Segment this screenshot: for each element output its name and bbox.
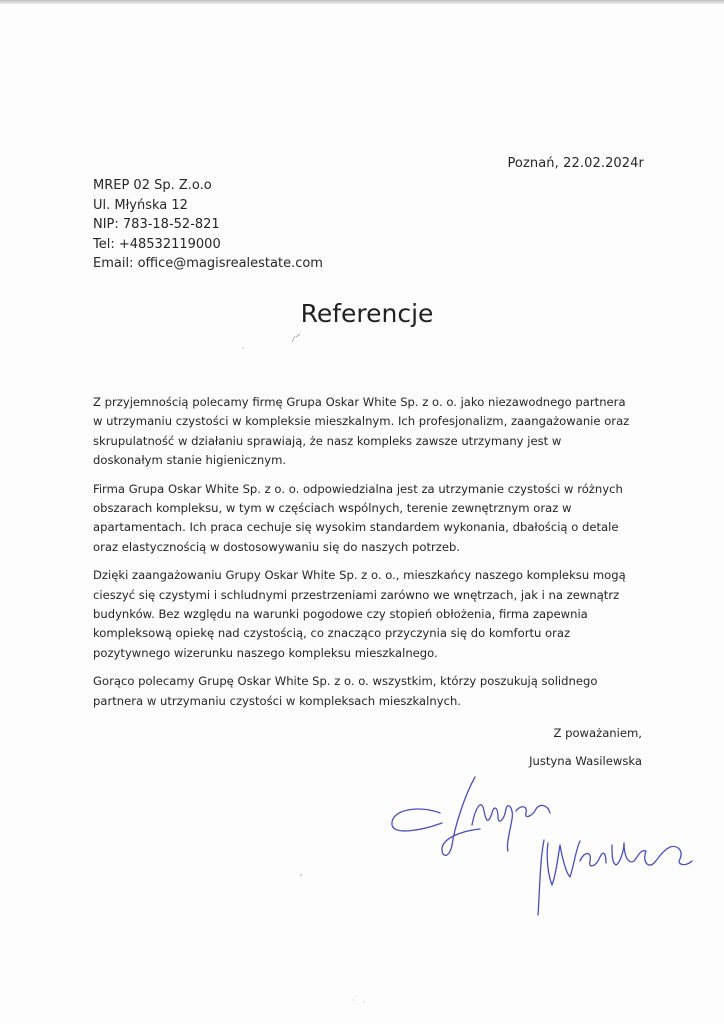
scan-speck: [298, 872, 304, 878]
paragraph-2: Firma Grupa Oskar White Sp. z o. o. odpowiedzialna jest za utrzymanie czystości w różnych obszarach kompleksu, w tym w częściach wspólnych, terenie zewnętrznym oraz w apartamentach. Ich praca cechuje się wysokim standardem wykonania, dbałością o detale oraz elastycznością w dostosowywaniu się do naszych potrzeb.: [93, 481, 623, 554]
paragraph-1: Z przyjemnością polecamy firmę Grupa Oskar White Sp. z o. o. jako niezawodnego partnera w utrzymaniu czystości w kompleksie mieszkalnym. Ich profesjonalizm, zaangażowanie oraz skrupulatność w działaniu sprawiają, że nasz kompleks zawsze utrzymany jest w doskonałym stanie higienicznym.: [93, 395, 630, 468]
scan-speck: [350, 996, 370, 1006]
scan-top-edge: [0, 0, 724, 5]
recipient-address: [93, 176, 323, 274]
place-and-date: Poznań, 22.02.2024r: [507, 156, 644, 171]
recipient-nip: NIP: 783-18-52-821: [93, 217, 220, 232]
recipient-phone: Tel: +48532119000: [93, 236, 221, 252]
letter-body: [93, 393, 633, 720]
recipient-street: Ul. Młyńska 12: [93, 197, 188, 213]
scan-speck: [240, 345, 246, 351]
paragraph-4: Gorąco polecamy Grupę Oskar White Sp. z o. o. wszystkim, którzy poszukują solidnego partnera w utrzymaniu czystości w kompleksach mieszkalnych.: [93, 674, 598, 708]
handwritten-signature: [380, 765, 700, 925]
signature-strokes: [392, 777, 692, 915]
paragraph-3: Dzięki zaangażowaniu Grupy Oskar White Sp. z o. o., mieszkańcy naszego kompleksu mogą cieszyć się czystymi i schludnymi przestrzeniami zarówno we wnętrzach, jak i na zewnątrz budynków. Bez względu na warunki pogodowe czy stopień obłożenia, firma zapewnia kompleksową opiekę nad czystością, co znacząco przyczynia się do komfortu oraz pozytywnego wizerunku naszego kompleksu mieszkalnego.: [93, 568, 626, 660]
document-title: Referencje: [300, 299, 434, 328]
closing-salutation: Z poważaniem,: [553, 726, 642, 740]
recipient-email: Email: office@magisrealestate.com: [93, 256, 323, 271]
pen-mark: [290, 330, 304, 344]
recipient-company: MREP 02 Sp. Z.o.o: [93, 178, 212, 193]
signatory-name: Justyna Wasilewska: [529, 754, 642, 768]
